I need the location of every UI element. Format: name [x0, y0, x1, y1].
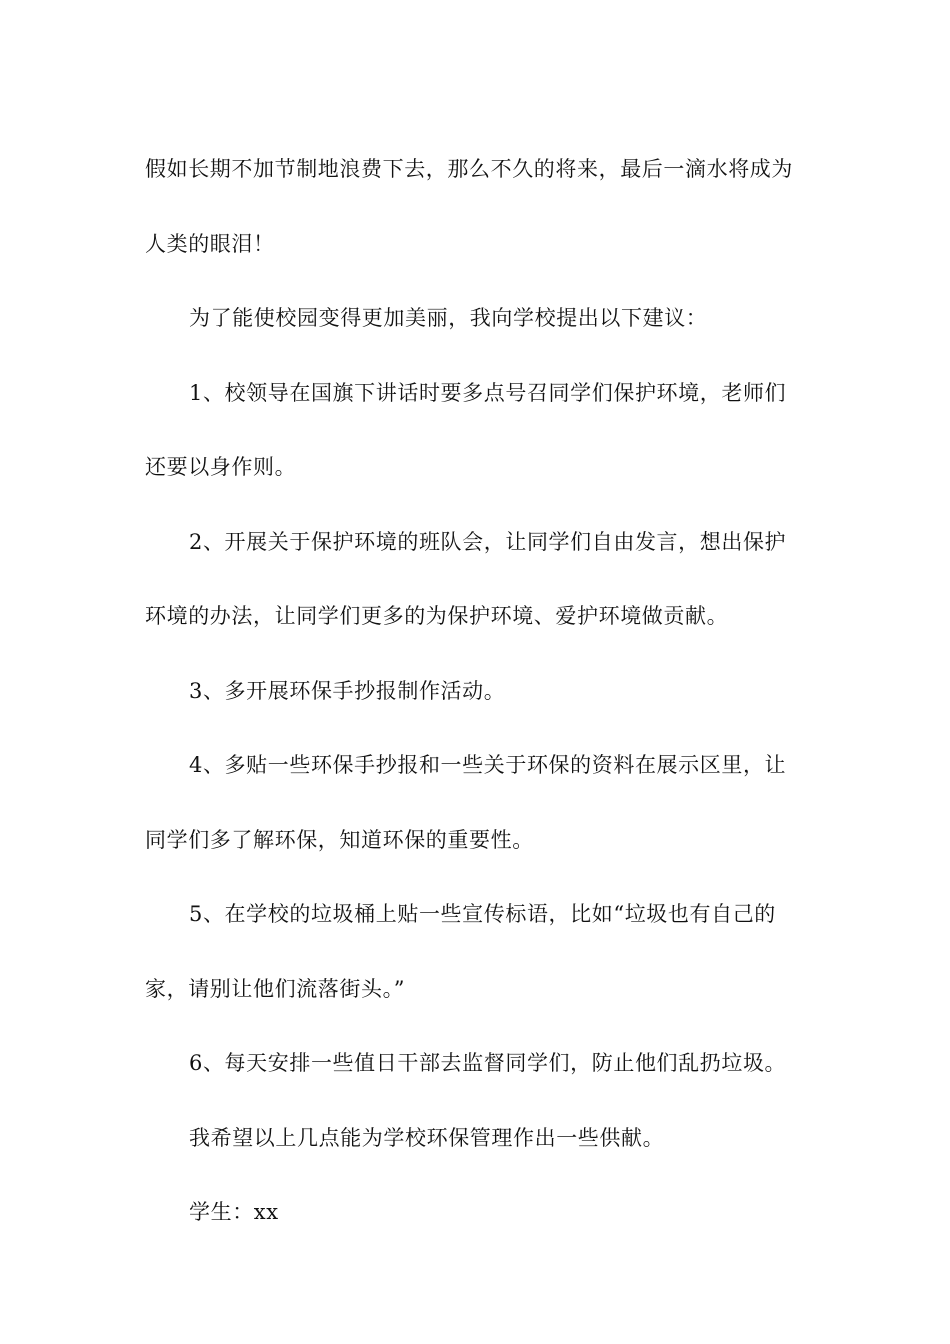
paragraph-suggestion-4: 4、多贴一些环保手抄报和一些关于环保的资料在展示区里，让同学们多了解环保，知道环保的重要性。	[145, 753, 787, 852]
signature-line: 学生：xx	[189, 1200, 279, 1224]
paragraph-suggestion-5: 5、在学校的垃圾桶上贴一些宣传标语，比如“垃圾也有自己的家，请别让他们流落街头。”	[145, 902, 776, 1001]
paragraph-suggestion-1: 1、校领导在国旗下讲话时要多点号召同学们保护环境，老师们还要以身作则。	[145, 380, 787, 479]
paragraph-suggestions-intro: 为了能使校园变得更加美丽，我向学校提出以下建议：	[189, 306, 708, 330]
paragraph-suggestion-2: 2、开展关于保护环境的班队会，让同学们自由发言，想出保护环境的办法，让同学们更多的为保护环境、爱护环境做贡献。	[145, 529, 787, 628]
paragraph-suggestion-3: 3、多开展环保手抄报制作活动。	[189, 678, 506, 703]
paragraph-closing: 我希望以上几点能为学校环保管理作出一些供献。	[189, 1125, 665, 1150]
paragraph-intro-continuation: 假如长期不加节制地浪费下去，那么不久的将来，最后一滴水将成为人类的眼泪！	[145, 157, 793, 256]
document-body	[145, 132, 807, 1250]
paragraph-suggestion-6: 6、每天安排一些值日干部去监督同学们，防止他们乱扔垃圾。	[189, 1051, 787, 1075]
